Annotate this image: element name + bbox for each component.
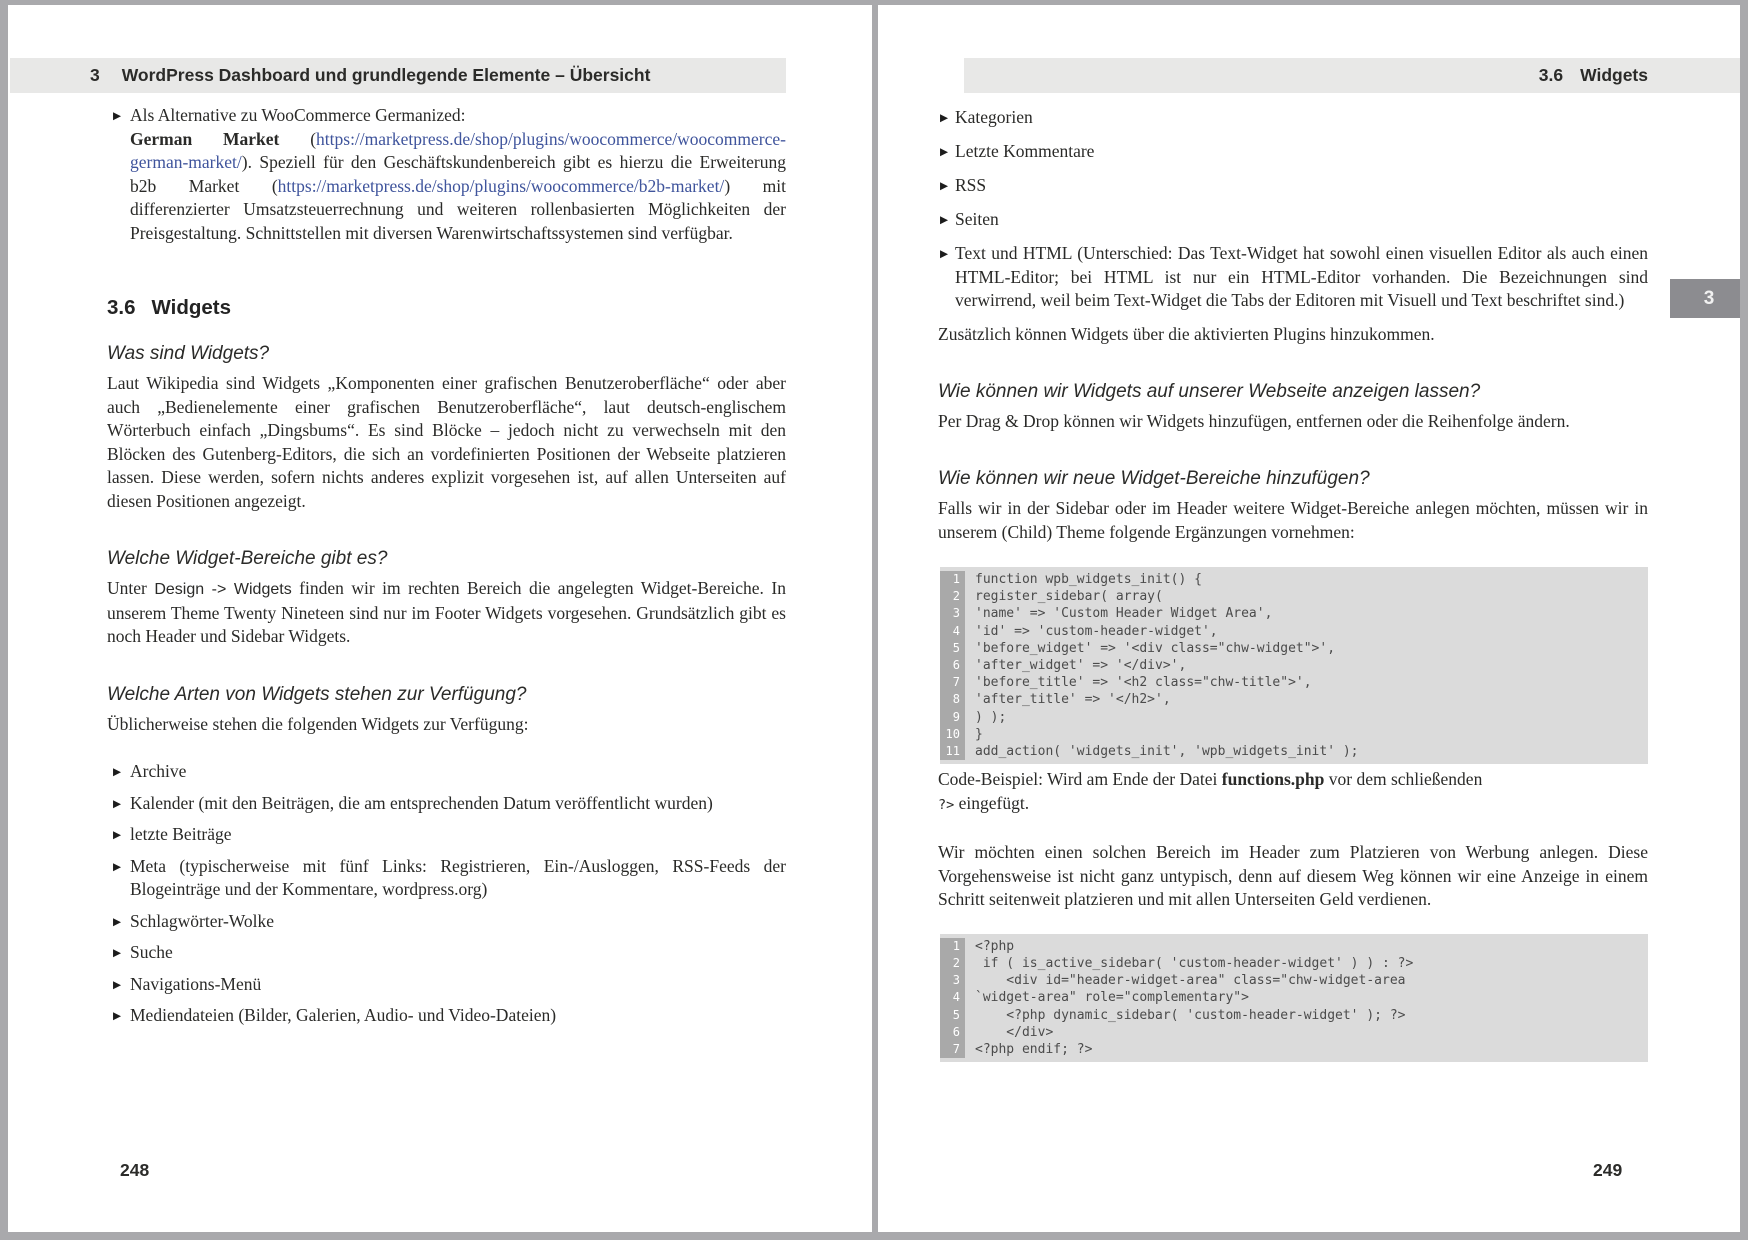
code-line [940, 938, 1648, 955]
code-line-number: 11 [940, 743, 965, 760]
text-run: ) mit differenzierter Umsatzsteuerrechnung und weiteren rollenbasierten Möglichkeiten der Preisgestaltung. Schnittstellen mit diversen Warenwirtschaftssystemen sind verfügbar. [130, 175, 786, 243]
viewer-border-bottom [0, 1232, 1748, 1240]
list-item-text: Schlagwörter-Wolke [130, 910, 275, 931]
list-item [107, 1004, 786, 1028]
code-line [940, 955, 1648, 972]
code-line [940, 709, 1648, 726]
paragraph-child-theme: Falls wir in der Sidebar oder im Header weitere Widget-Bereiche anlegen möchten, müssen wir in unserem (Child) Theme folgende Ergänzungen vornehmen: [938, 498, 1648, 542]
list-item [107, 910, 786, 934]
bullet-icon: ▶ [940, 248, 949, 260]
list-item [107, 855, 786, 902]
section-title: Widgets [1580, 65, 1648, 85]
code-line [940, 571, 1648, 588]
bullet-icon: ▶ [940, 146, 949, 158]
list-item-text: Letzte Kommentare [955, 141, 1095, 161]
list-item [938, 106, 1648, 130]
code-line [940, 726, 1648, 743]
code-line [940, 674, 1648, 691]
code-line-text: add_action( 'widgets_init', 'wpb_widgets_init' ); [975, 744, 1359, 760]
bullet-icon: ▶ [113, 915, 122, 928]
code-line-number: 10 [940, 726, 965, 743]
code-line-number: 3 [940, 605, 965, 622]
code-line-text: register_sidebar( array( [975, 589, 1163, 605]
code-line [940, 657, 1648, 674]
list-item [107, 792, 786, 816]
bullet-icon: ▶ [940, 214, 949, 226]
chapter-tab-marker: 3 [1670, 279, 1748, 318]
code-line-number: 6 [940, 1024, 965, 1041]
bullet-icon: ▶ [113, 766, 122, 778]
code-line-text: function wpb_widgets_init() { [975, 572, 1202, 587]
subheading-widgets-anzeigen: Wie können wir Widgets auf unserer Webseite anzeigen lassen? [938, 380, 1481, 402]
code-line [940, 691, 1648, 708]
list-item [938, 174, 1648, 198]
text-run: eingefügt. [954, 792, 1030, 813]
bullet-icon: ▶ [113, 1010, 122, 1022]
viewer-border-left [0, 0, 8, 1240]
bullet-icon: ▶ [113, 947, 122, 959]
code-line-text: if ( is_active_sidebar( 'custom-header-widget' ) ) : ?> [975, 955, 1414, 971]
bullet-icon: ▶ [113, 829, 122, 841]
code-line [940, 972, 1648, 989]
code-line-text: } [975, 726, 983, 742]
widget-type-list-left [107, 760, 786, 1028]
list-item [938, 140, 1648, 164]
code-line-text: 'id' => 'custom-header-widget', [975, 623, 1218, 639]
intro-bullet-item [107, 104, 786, 245]
page-left-content [107, 104, 786, 1036]
section-heading [107, 296, 786, 320]
page-right-content [938, 106, 1648, 1062]
code-line [940, 640, 1648, 657]
text-run: vor dem schließenden [1324, 769, 1483, 790]
list-item [107, 973, 786, 997]
list-item-text: Suche [130, 942, 173, 962]
list-item-text: Text und HTML (Unterschied: Das Text-Widget hat sowohl einen visuellen Editor als auch einen HTML-Editor; bei HTML ist nur ein HTML-Editor vorhanden. Die Bezeichnungen sind verwirrend, weil beim Text-Widget die Tabs der Editoren mit Visuell und Text beschriftet sind.) [955, 243, 1648, 310]
list-item-text: Kategorien [955, 107, 1033, 127]
code-line-text: ) ); [975, 709, 1007, 725]
code-line [940, 623, 1648, 640]
section-number: 3.6 [107, 296, 136, 319]
viewer-border-right [1740, 0, 1748, 1240]
list-item-text: Archive [130, 761, 187, 781]
code-line [940, 588, 1648, 605]
inline-code: ?> [938, 796, 955, 813]
paragraph-was-sind-widgets: Laut Wikipedia sind Widgets „Komponenten einer grafischen Benutzeroberfläche“ oder aber auch „Bedienelemente einer grafischen Benutzeroberfläche“, laut deutsch-englischem Wörterbuch einfach „Dingsbums“. Es sind Blöcke – jedoch nicht zu verwechseln mit den Blöcken des Gutenberg-Editors, die sich an vordefinierten Positionen der Webseite platzieren lassen. Diese werden, sofern nichts anderes explizit vorgesehen ist, auf allen Unterseiten auf diesen Positionen angezeigt. [107, 373, 786, 511]
code-line-text: `widget-area" role="complementary"> [975, 990, 1249, 1006]
code-line-number: 1 [940, 938, 965, 955]
list-item [107, 823, 786, 847]
code-line-number: 2 [940, 955, 965, 972]
page-number-right: 249 [1593, 1160, 1623, 1180]
code-line-number: 5 [940, 640, 965, 657]
code-line [940, 1024, 1648, 1041]
bullet-icon: ▶ [940, 112, 949, 124]
code-line-number: 7 [940, 1041, 965, 1058]
code-line-number: 2 [940, 588, 965, 605]
text-run: Als Alternative zu WooCommerce Germanized: [130, 105, 466, 125]
list-item-text: Seiten [955, 209, 999, 229]
code-line-number: 4 [940, 989, 965, 1006]
list-item [107, 760, 786, 784]
list-item [938, 208, 1648, 232]
code-line [940, 1041, 1648, 1058]
code-line-text: 'before_widget' => '<div class="chw-widget">', [975, 640, 1336, 656]
paragraph-widget-arten-intro: Üblicherweise stehen die folgenden Widgets zur Verfügung: [107, 713, 529, 734]
subheading-widget-bereiche: Welche Widget-Bereiche gibt es? [107, 548, 388, 569]
page-number-left: 248 [120, 1160, 150, 1180]
code-line-text: <?php dynamic_sidebar( 'custom-header-widget' ); ?> [975, 1007, 1406, 1023]
code-line-text: 'after_widget' => '</div>', [975, 658, 1187, 674]
code-line-number: 7 [940, 674, 965, 691]
paragraph-plugins: Zusätzlich können Widgets über die aktivierten Plugins hinzukommen. [938, 324, 1435, 344]
bold-product-name: German Market [130, 128, 280, 149]
code-block-widgets-init [940, 567, 1648, 764]
code-line-text: 'after_title' => '</h2>', [975, 692, 1171, 708]
page-left [8, 5, 872, 1232]
list-item-text: Mediendateien (Bilder, Galerien, Audio- und Video-Dateien) [130, 1005, 557, 1025]
code-caption [938, 768, 1648, 817]
bullet-icon: ▶ [113, 860, 122, 873]
intro-bullet-text [130, 105, 786, 243]
page-right [878, 5, 1740, 1232]
link-b2b-market[interactable]: https://marketpress.de/shop/plugins/woocommerce/b2b-market/ [277, 175, 725, 196]
code-line [940, 989, 1648, 1006]
list-item-text: Navigations-Menü [130, 973, 262, 994]
text-run: ( [279, 128, 317, 149]
code-line-number: 4 [940, 623, 965, 640]
code-line-text: </div> [975, 1024, 1054, 1040]
ui-menu-path: Design -> Widgets [154, 581, 292, 598]
code-line-number: 1 [940, 571, 965, 588]
paragraph-widget-bereiche [107, 577, 786, 649]
paragraph-werbung: Wir möchten einen solchen Bereich im Header zum Platzieren von Werbung anlegen. Diese Vorgehensweise ist nicht ganz untypisch, denn auf diesem Weg können wir eine Anzeige in einem Schritt seitenweit platzieren und mit allen Unterseiten Geld verdienen. [938, 842, 1648, 910]
text-run: Unter [107, 578, 155, 598]
code-line-number: 3 [940, 972, 965, 989]
code-line-text: <?php [975, 938, 1015, 954]
code-line-text: 'name' => 'Custom Header Widget Area', [975, 606, 1273, 622]
bullet-icon: ▶ [113, 797, 122, 810]
chapter-number: 3 [90, 65, 100, 85]
code-line-text: 'before_title' => '<h2 class="chw-title">', [975, 675, 1312, 691]
code-line [940, 605, 1648, 622]
code-line [940, 1007, 1648, 1024]
text-run: Code-Beispiel: Wird am Ende der Datei [938, 769, 1222, 790]
bullet-icon: ▶ [113, 110, 122, 122]
bullet-icon: ▶ [940, 180, 949, 192]
list-item-text: letzte Beiträge [130, 824, 232, 844]
bullet-icon: ▶ [113, 978, 122, 991]
list-item-text: Meta (typischerweise mit fünf Links: Registrieren, Ein-/Ausloggen, RSS-Feeds der Blogeinträge und der Kommentare, wordpress.org) [130, 855, 786, 899]
list-item [938, 242, 1648, 313]
link-german-market[interactable]: https://marketpress.de/shop/plugins/woocommerce/woocommerce-german-market/ [130, 128, 786, 172]
code-line-number: 6 [940, 657, 965, 674]
list-item [107, 941, 786, 965]
running-header-left [10, 58, 786, 93]
running-header-right [964, 58, 1740, 93]
code-line [940, 743, 1648, 760]
section-title: Widgets [151, 296, 232, 319]
code-block-header-widget-area [940, 934, 1648, 1062]
code-line-number: 9 [940, 709, 965, 726]
code-line-number: 5 [940, 1007, 965, 1024]
paragraph-drag-drop: Per Drag & Drop können wir Widgets hinzufügen, entfernen oder die Reihenfolge ändern. [938, 410, 1570, 431]
code-line-text: <?php endif; ?> [975, 1041, 1093, 1057]
filename: functions.php [1221, 769, 1325, 790]
code-line-text: <div id="header-widget-area" class="chw-widget-area [975, 973, 1406, 989]
widget-type-list-right [938, 106, 1648, 313]
subheading-widget-arten: Welche Arten von Widgets stehen zur Verfügung? [107, 683, 527, 705]
list-item-text: RSS [955, 175, 987, 195]
list-item-text: Kalender (mit den Beiträgen, die am entsprechenden Datum veröffentlicht wurden) [130, 792, 713, 813]
subheading-was-sind-widgets: Was sind Widgets? [107, 343, 270, 364]
text-run: finden wir im rechten Bereich die angelegten Widget-Bereiche. In unserem Theme Twenty Nineteen sind nur im Footer Widgets vorgesehen. Grundsätzlich gibt es noch Header und Sidebar Widgets. [107, 578, 786, 646]
section-number: 3.6 [1538, 65, 1564, 85]
chapter-title: WordPress Dashboard und grundlegende Elemente – Übersicht [121, 65, 651, 85]
code-line-number: 8 [940, 691, 965, 708]
text-run: ). Speziell für den Geschäftskundenbereich gibt es hierzu die Erweiterung b2b Market ( [130, 152, 786, 196]
subheading-widget-bereiche-hinzufuegen: Wie können wir neue Widget-Bereiche hinzufügen? [938, 468, 1370, 489]
